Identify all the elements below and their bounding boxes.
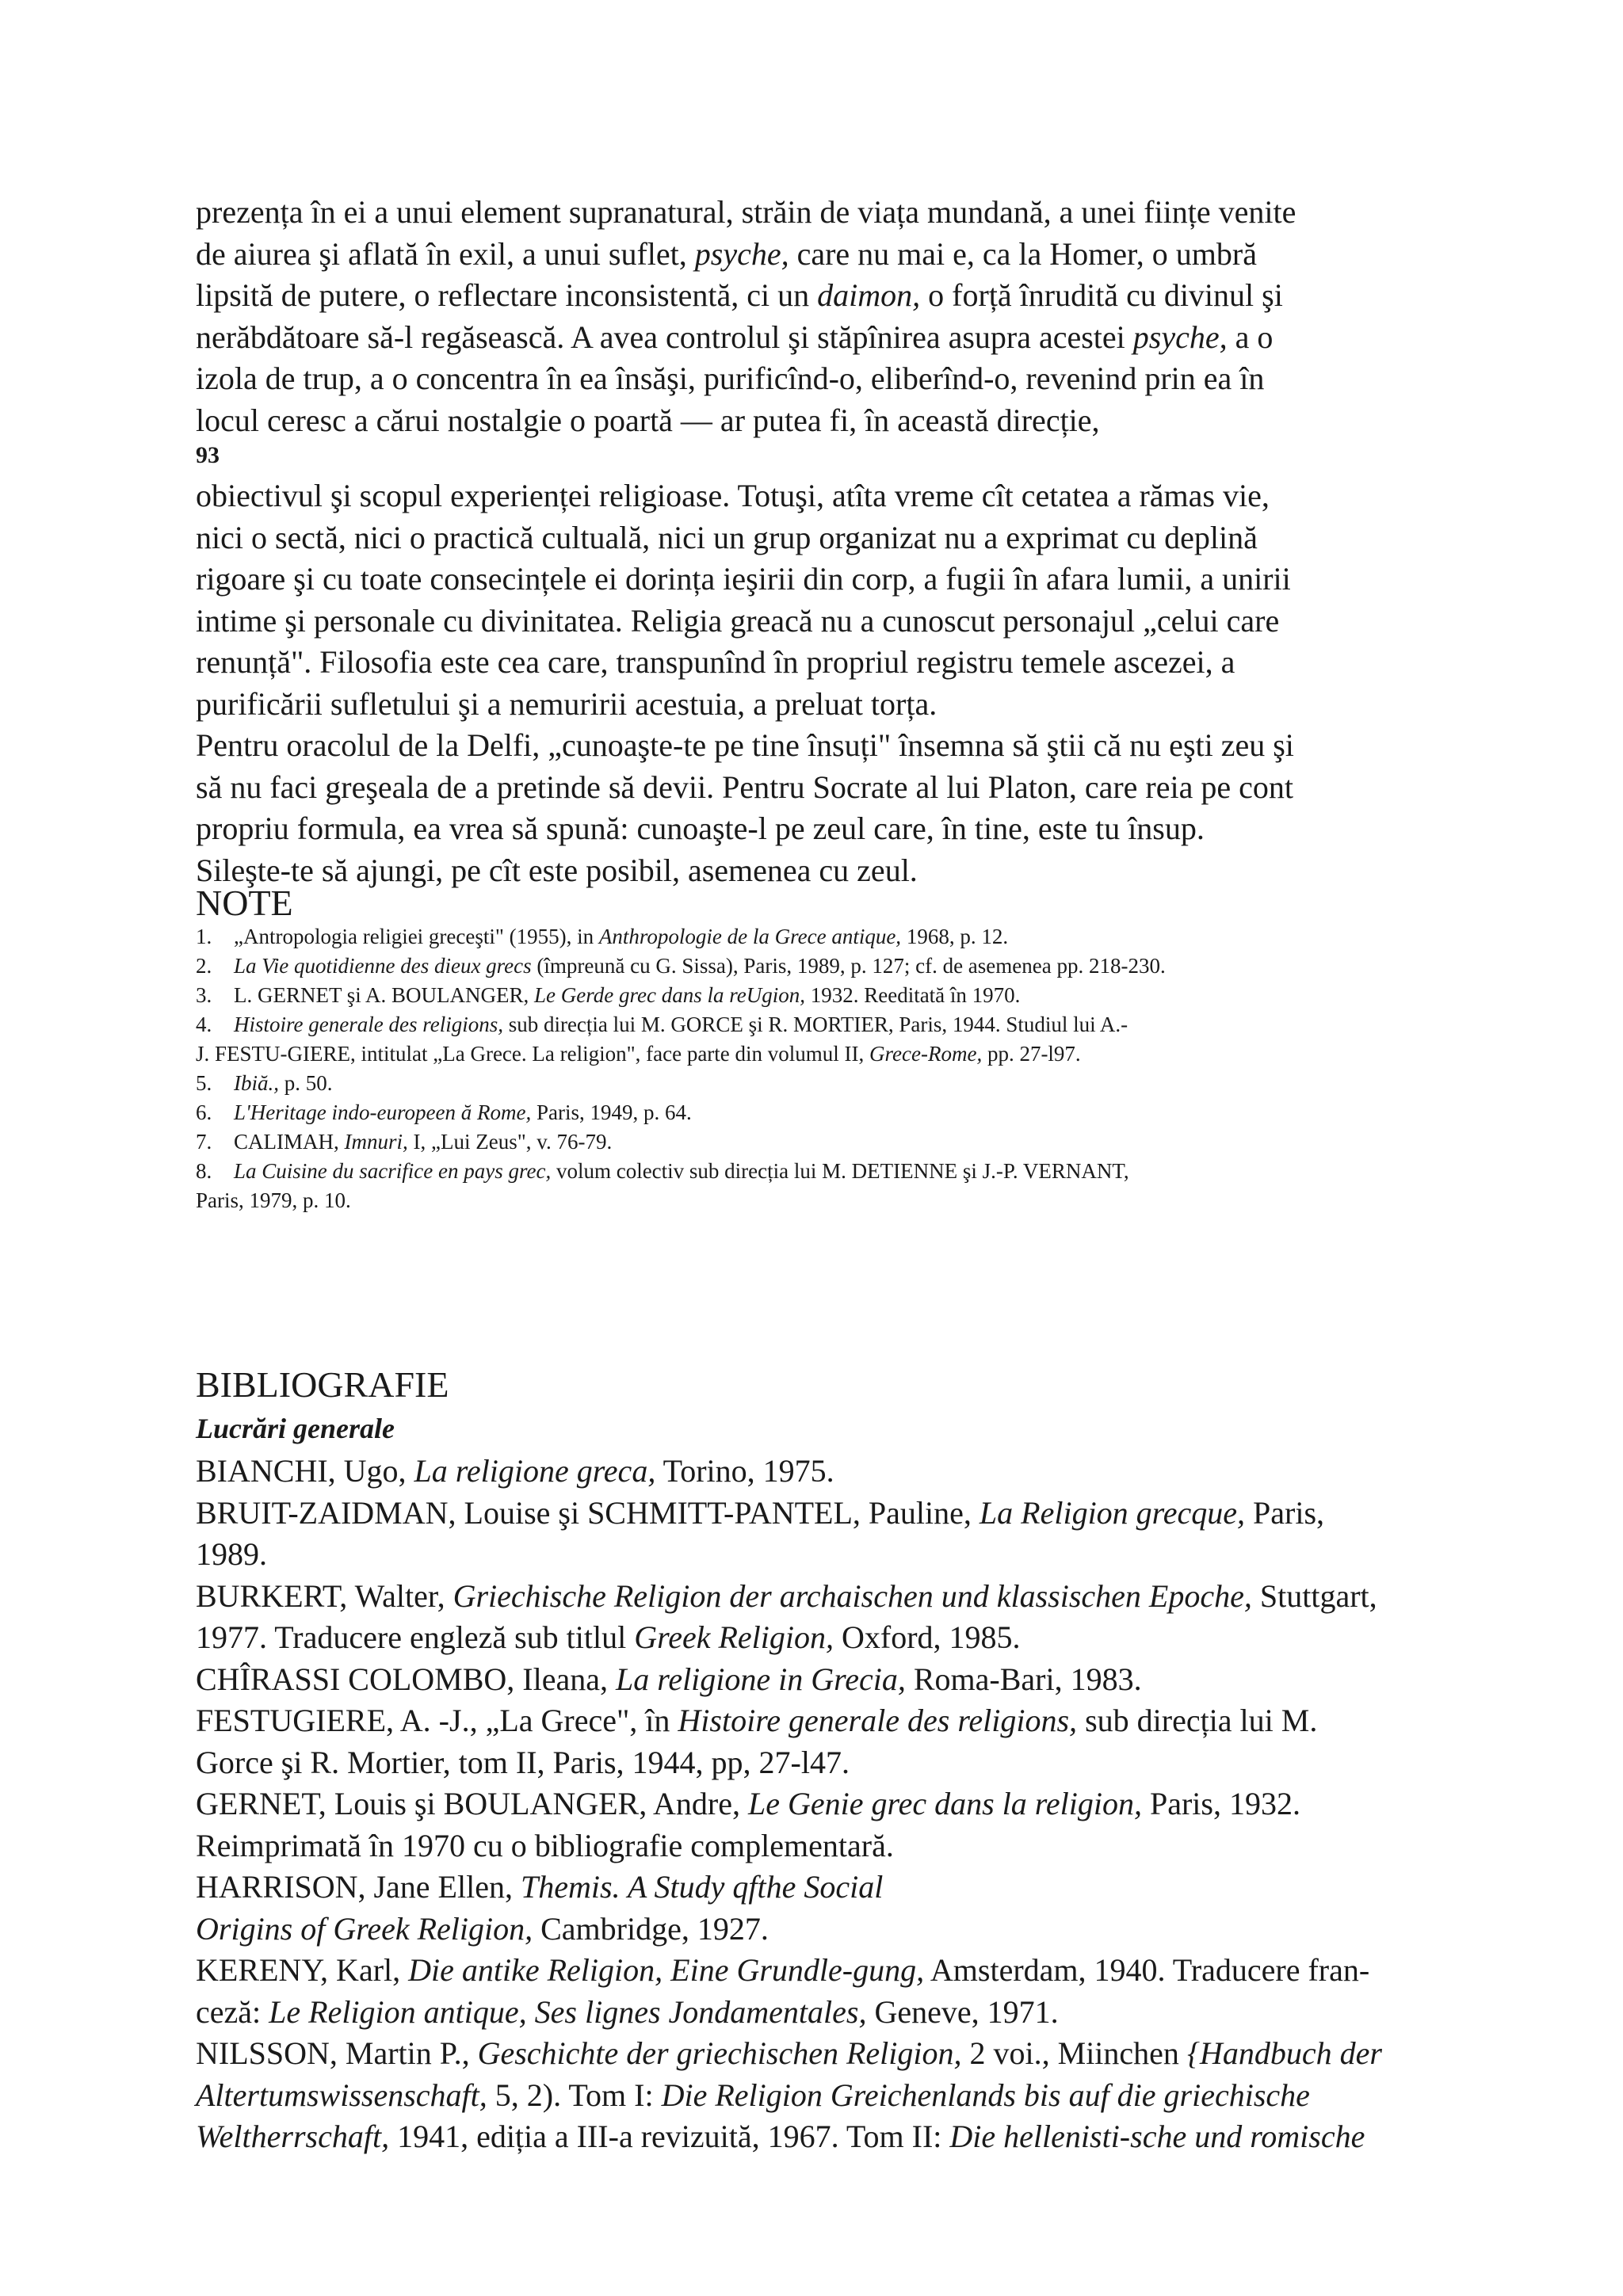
note-number: 5. <box>196 1071 212 1095</box>
note-number: 4. <box>196 1013 212 1036</box>
text-run: La Vie quotidienne des dieux grecs <box>234 954 532 978</box>
note-number: 3. <box>196 983 212 1007</box>
note-line <box>196 1039 1081 1068</box>
text-run: Geneve, 1971. <box>866 1993 1059 2030</box>
text-run: Imnuri, <box>344 1130 408 1154</box>
text-run: KERENY, Karl, <box>196 1952 409 1988</box>
note-number: 1. <box>196 925 212 948</box>
text-run: Die hellenisti-sche und romische <box>949 2119 1365 2154</box>
bibliography-line <box>196 1700 1317 1741</box>
text-run: Anthropologie de la Grece antique, <box>598 925 902 948</box>
text-run: Paris, <box>1245 1494 1325 1531</box>
text-run: Gorce şi R. Mortier, tom II, Paris, 1944, pp, 27-l47. <box>196 1744 850 1780</box>
bibliography-line <box>196 1867 883 1908</box>
body-line <box>196 684 937 725</box>
bibliography-line <box>196 1659 1142 1700</box>
text-run: Stuttgart, <box>1251 1577 1377 1614</box>
text-run: CHÎRASSI COLOMBO, Ileana, <box>196 1661 616 1697</box>
text-run: FESTUGIERE, A. -J., „La Grece", în <box>196 1703 678 1738</box>
text-run: Grece-Rome, <box>869 1042 983 1066</box>
text-run: Griechische Religion der archaischen und klassischen Epoche, <box>453 1577 1252 1614</box>
text-run: L'Heritage indo-europeen ă Rome, <box>234 1100 532 1124</box>
text-run: o forță înrudită cu divinul şi <box>920 277 1283 313</box>
note-line <box>196 922 1008 951</box>
text-run: purificării sufletului şi a nemuririi acestuia, a preluat torța. <box>196 685 938 722</box>
text-run: CALIMAH, <box>234 1130 345 1154</box>
text-run: Altertumswissenschaft, <box>196 2077 487 2113</box>
text-run: Geschichte der griechischen Religion, <box>477 2035 962 2071</box>
text-run: GERNET, Louis şi BOULANGER, Andre, <box>196 1786 748 1821</box>
note-line <box>196 1127 612 1156</box>
text-run: prezența în ei a unui element supranatural, străin de viața mundană, a unei ființe venite <box>196 194 1296 230</box>
note-line <box>196 1157 1129 1185</box>
bibliography-line <box>196 1451 834 1492</box>
bibliography-subheading: Lucrări generale <box>196 1413 395 1444</box>
text-run: Cambridge, 1927. <box>533 1910 769 1947</box>
text-run: La religione greca, <box>414 1453 656 1489</box>
text-run: Themis. A Study qfthe Social <box>520 1869 884 1905</box>
text-run: 1977. Traducere engleză sub titlul <box>196 1619 635 1655</box>
bibliography-line <box>196 2116 1365 2157</box>
bibliography-line <box>196 1825 894 1867</box>
text-run: nerăbdătoare să-l regăsească. A avea controlul şi stăpînirea asupra acestei <box>196 318 1133 355</box>
text-run: să nu faci greşeala de a pretinde să devii. Pentru Socrate al lui Platon, care reia pe cont <box>196 769 1293 805</box>
note-line <box>196 1069 333 1097</box>
note-line <box>196 1010 1128 1039</box>
bibliography-line <box>196 2075 1310 2116</box>
body-line <box>196 275 1283 316</box>
text-run: La Religion grecque, <box>979 1494 1246 1531</box>
text-run: Torino, 1975. <box>655 1453 834 1489</box>
text-run: {Handbuch der <box>1186 2035 1382 2071</box>
text-run: locul ceresc a cărui nostalgie o poartă — ar putea fi, în această direcție, <box>196 402 1100 438</box>
text-run: Amsterdam, 1940. Traducere fran- <box>924 1952 1370 1988</box>
text-run: Pentru oracolul de la Delfi, „cunoaşte-te pe tine însuți" însemna să ştii că nu eşti zeu şi <box>196 727 1294 763</box>
note-number: 2. <box>196 954 212 978</box>
text-run: BRUIT-ZAIDMAN, Louise şi SCHMITT-PANTEL, Pauline, <box>196 1494 980 1531</box>
text-run: de aiurea şi aflată în exil, a unui suflet, <box>196 235 695 272</box>
text-run: Die antike Religion, Eine Grundle-gung, <box>408 1952 925 1988</box>
bibliography-line <box>196 1992 1059 2033</box>
text-run: obiectivul şi scopul experienței religioase. Totuşi, atîta vreme cît cetatea a rămas vie, <box>196 478 1270 513</box>
text-run: Histoire generale des religions, <box>234 1013 503 1036</box>
bibliography-heading: BIBLIOGRAFIE <box>196 1364 449 1405</box>
text-run: intime şi personale cu divinitatea. Religia greacă nu a cunoscut personajul „celui care <box>196 602 1280 639</box>
text-run: 1968, p. 12. <box>901 925 1009 948</box>
text-run: 1932. Reeditată în 1970. <box>804 983 1021 1007</box>
body-line <box>196 475 1270 517</box>
note-number: 7. <box>196 1130 212 1154</box>
note-number: 8. <box>196 1159 212 1183</box>
bibliography-line <box>196 1493 1324 1534</box>
body-line <box>196 850 918 891</box>
text-run: J. FESTU-GIERE, intitulat „La Grece. La religion", face parte din volumul II, <box>196 1042 870 1066</box>
text-run: rigoare şi cu toate consecințele ei dorința ieşirii din corp, a fugii în afara lumii, a unirii <box>196 561 1291 597</box>
text-run: Le Gerde grec dans la reUgion, <box>534 983 805 1007</box>
body-line <box>196 400 1100 441</box>
note-line <box>196 952 1166 980</box>
text-run: Roma-Bari, 1983. <box>905 1661 1142 1697</box>
text-run: HARRISON, Jane Ellen, <box>196 1869 521 1905</box>
text-run: 1941, ediția a III-a revizuită, 1967. Tom II: <box>389 2119 950 2154</box>
text-run: propriu formula, ea vrea să spună: cunoaşte-l pe zeul care, în tine, este tu însup. <box>196 810 1205 846</box>
text-run: Paris, 1949, p. 64. <box>531 1100 692 1124</box>
text-run: ceză: <box>196 1993 269 2030</box>
note-line <box>196 981 1020 1009</box>
bibliography-line <box>196 1576 1377 1617</box>
text-run: Paris, 1932. <box>1141 1786 1300 1821</box>
body-line <box>196 601 1279 642</box>
text-run: „Antropologia religiei greceşti" (1955), in <box>234 925 599 948</box>
body-line <box>196 317 1273 358</box>
text-run: L. GERNET şi A. BOULANGER, <box>234 983 535 1007</box>
body-line <box>196 725 1294 766</box>
body-line <box>196 517 1258 559</box>
text-run: care nu mai e, ca la Homer, o umbră <box>789 235 1257 272</box>
body-line <box>196 767 1293 808</box>
text-run: lipsită de putere, o reflectare inconsistentă, ci un <box>196 277 818 313</box>
note-number: 6. <box>196 1100 212 1124</box>
body-line <box>196 358 1264 399</box>
text-run: psyche, <box>1132 318 1228 355</box>
text-run: Ibiă., <box>234 1071 279 1095</box>
text-run: Oxford, 1985. <box>834 1619 1021 1655</box>
text-run: a o <box>1227 318 1274 355</box>
note-line <box>196 1098 692 1127</box>
text-run: izola de trup, a o concentra în ea însăşi, purificînd-o, eliberînd-o, revenind prin ea în <box>196 360 1265 396</box>
bibliography-line <box>196 1617 1021 1658</box>
text-run: psyche, <box>694 235 789 272</box>
text-run: renunță". Filosofia este cea care, transpunînd în propriul registru temele ascezei, a <box>196 644 1235 680</box>
text-run: Weltherrschaft, <box>196 2119 390 2154</box>
text-run: Paris, 1979, p. 10. <box>196 1188 351 1212</box>
text-run: daimon, <box>817 277 921 313</box>
text-run: Origins of Greek Religion, <box>196 1910 533 1947</box>
text-run: 2 voi., Miinchen <box>961 2035 1187 2071</box>
bibliography-line <box>196 1534 267 1575</box>
text-run: Le Genie grec dans la religion, <box>748 1786 1142 1821</box>
text-run: Sileşte-te să ajungi, pe cît este posibil, asemenea cu zeul. <box>196 852 918 888</box>
text-run: pp. 27-l97. <box>982 1042 1081 1066</box>
bibliography-line <box>196 1742 850 1783</box>
body-line <box>196 234 1257 275</box>
body-line <box>196 642 1235 683</box>
bibliography-line <box>196 1950 1369 1991</box>
text-run: La religione in Grecia, <box>615 1661 906 1697</box>
body-line <box>196 192 1296 233</box>
text-run: Reimprimată în 1970 cu o bibliografie complementară. <box>196 1827 894 1863</box>
text-run: (împreună cu G. Sissa), Paris, 1989, p. 127; cf. de asemenea pp. 218-230. <box>531 954 1166 978</box>
text-run: Le Religion antique, Ses lignes Jondamentales, <box>269 1993 867 2030</box>
text-run: I, „Lui Zeus", v. 76-79. <box>407 1130 613 1154</box>
text-run: sub direcția lui M. GORCE şi R. MORTIER, Paris, 1944. Studiul lui A.- <box>502 1013 1128 1036</box>
text-run: Greek Religion, <box>634 1619 834 1655</box>
bibliography-line <box>196 1909 769 1950</box>
page-number: 93 <box>196 442 220 468</box>
body-line <box>196 808 1205 849</box>
text-run: BURKERT, Walter, <box>196 1577 453 1614</box>
text-run: volum colectiv sub direcția lui M. DETIENNE şi J.-P. VERNANT, <box>551 1159 1129 1183</box>
text-run: BIANCHI, Ugo, <box>196 1453 414 1489</box>
text-run: 1989. <box>196 1536 267 1572</box>
text-run: NILSSON, Martin P., <box>196 2035 478 2071</box>
text-run: p. 50. <box>279 1071 333 1095</box>
text-run: La Cuisine du sacrifice en pays grec, <box>234 1159 552 1183</box>
text-run: sub direcția lui M. <box>1077 1703 1318 1738</box>
text-run: nici o sectă, nici o practică cultuală, nici un grup organizat nu a exprimat cu deplină <box>196 519 1258 555</box>
note-line <box>196 1186 351 1215</box>
bibliography-line <box>196 1783 1300 1825</box>
text-run: Histoire generale des religions, <box>678 1703 1078 1738</box>
text-run: 5, 2). Tom I: <box>487 2077 662 2113</box>
text-run: Die Religion Greichenlands bis auf die griechische <box>661 2077 1310 2113</box>
body-line <box>196 559 1291 600</box>
notes-heading: NOTE <box>196 883 293 923</box>
bibliography-line <box>196 2033 1382 2074</box>
